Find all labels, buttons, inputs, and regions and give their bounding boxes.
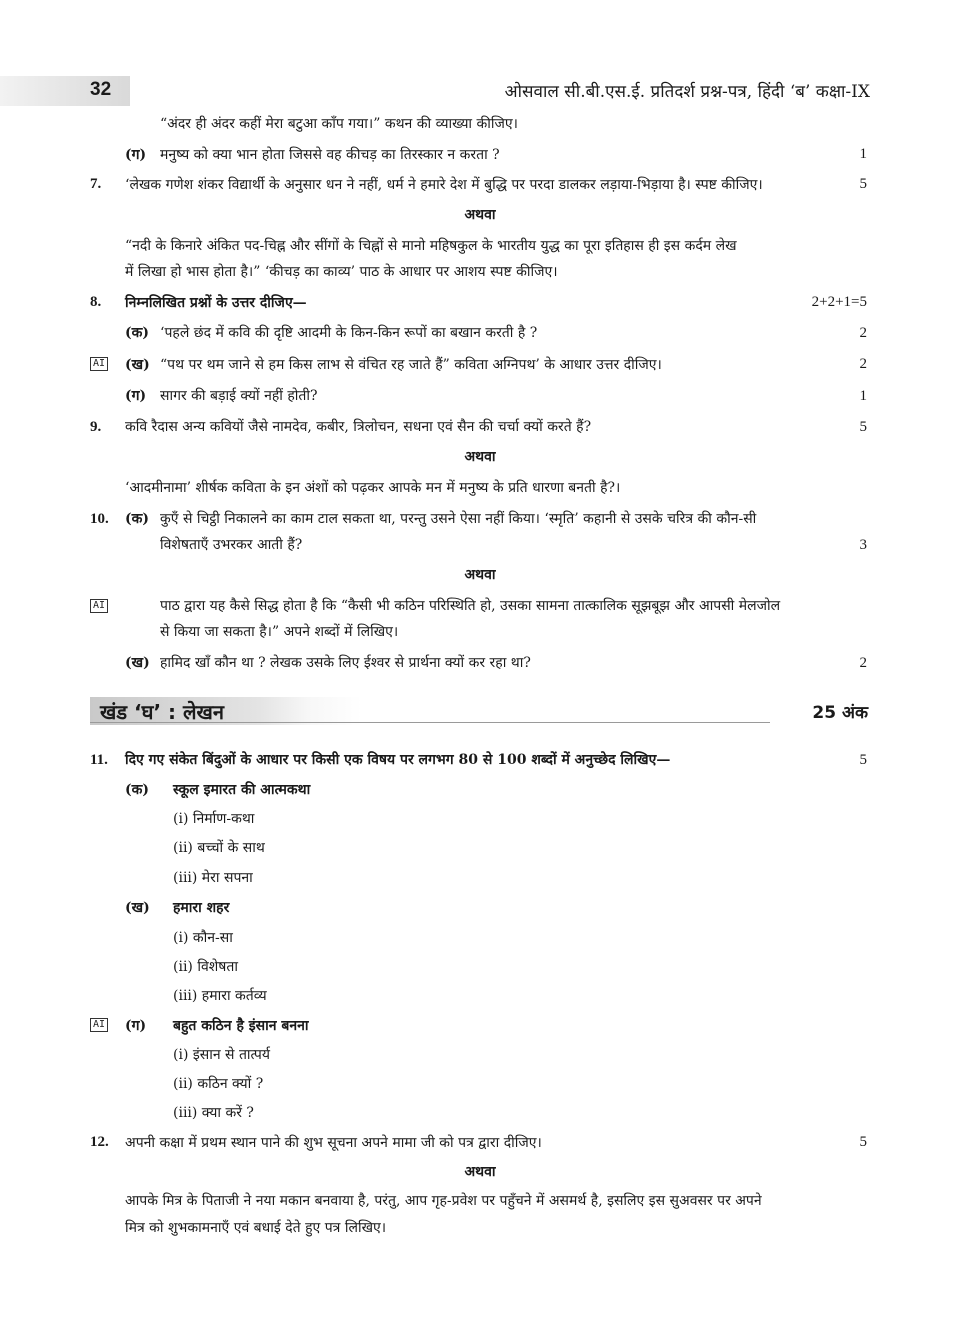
page-number: 32 (90, 79, 112, 100)
q11-part-kha-label: (ख) (125, 900, 150, 916)
q12-or-label: अथवा (464, 1164, 496, 1180)
q11-marks: 5 (859, 752, 867, 768)
ai-badge: AI (90, 599, 108, 613)
q6-part-ga-text: मनुष्य को क्या भान होता जिससे वह कीचड़ का तिरस्कार न करता ? (160, 147, 500, 163)
q7-text: ‘लेखक गणेश शंकर विद्यार्थी के अनुसार धन ने नहीं, धर्म ने हमारे देश में बुद्धि पर परदा डालकर लड़ाया-भिड़ाया है। स्पष्ट कीजिए। (125, 177, 763, 193)
q11-ka-point: (iii) मेरा सपना (173, 870, 253, 886)
q11-kha-point: (ii) विशेषता (173, 959, 238, 975)
q8-part-kha-marks: 2 (859, 356, 867, 372)
q10-part-ka-label: (क) (125, 511, 149, 527)
q10-alt-line-1: पाठ द्वारा यह कैसे सिद्ध होता है कि “कैसी भी कठिन परिस्थिति हो, उसका सामना तात्कालिक सूझबूझ और आपसी मेलजोल (160, 598, 781, 614)
q9-text: कवि रैदास अन्य कवियों जैसे नामदेव, कबीर, त्रिलोचन, सधना एवं सैन की चर्चा क्यों करते हैं? (125, 419, 592, 435)
q11-part-ga-label: (ग) (125, 1018, 147, 1034)
q8-part-kha-text: “पथ पर थम जाने से हम किस लाभ से वंचित रह जाते हैं” कविता अग्निपथ’ के आधार उत्तर दीजिए। (160, 357, 662, 373)
q10-part-ka-line-1: कुएँ से चिट्ठी निकालने का काम टाल सकता था, परन्तु उसने ऐसा नहीं किया। ‘स्मृति’ कहानी से उसके चरित्र की कौन-सी (160, 511, 757, 527)
running-header-title: ओसवाल सी.बी.एस.ई. प्रतिदर्श प्रश्न-पत्र, हिंदी ‘ब’ कक्षा-IX (504, 82, 870, 102)
q6-part-ga-label: (ग) (125, 147, 147, 163)
q9-alt-text: ‘आदमीनामा’ शीर्षक कविता के इन अंशों को पढ़कर आपके मन में मनुष्य के प्रति धारणा बनती है?। (125, 480, 621, 496)
q11-ka-point: (ii) बच्चों के साथ (173, 840, 265, 856)
q7-alt-line-1: “नदी के किनारे अंकित पद-चिह्न और सींगों के चिह्नों से मानो महिषकुल के भारतीय युद्ध का पूरा इतिहास ही इस कर्दम लेख (125, 238, 737, 254)
ai-badge: AI (90, 1018, 108, 1032)
q11-part-kha-title: हमारा शहर (173, 900, 230, 916)
q10-number: 10. (90, 511, 109, 527)
q11-ga-point: (iii) क्या करें ? (173, 1105, 254, 1121)
q12-number: 12. (90, 1134, 109, 1150)
q10-part-ka-marks: 3 (859, 537, 867, 553)
q11-ka-point: (i) निर्माण-कथा (173, 811, 255, 827)
section-marks: 25 अंक (812, 703, 868, 723)
q11-kha-point: (iii) हमारा कर्तव्य (173, 988, 267, 1004)
q11-ga-point: (i) इंसान से तात्पर्य (173, 1047, 270, 1063)
q12-text: अपनी कक्षा में प्रथम स्थान पाने की शुभ सूचना अपने मामा जी को पत्र द्वारा दीजिए। (125, 1135, 542, 1151)
ai-badge: AI (90, 357, 108, 371)
q11-part-ka-label: (क) (125, 782, 149, 798)
q12-alt-line-2: मित्र को शुभकामनाएँ एवं बधाई देते हुए पत्र लिखिए। (125, 1220, 387, 1236)
q10-alt-line-2: से किया जा सकता है।” अपने शब्दों में लिखिए। (160, 624, 399, 640)
q8-part-kha-label: (ख) (125, 357, 150, 373)
q11-part-ga-title: बहुत कठिन है इंसान बनना (173, 1018, 309, 1034)
q7-number: 7. (90, 176, 102, 192)
q9-or-label: अथवा (464, 449, 496, 465)
q8-part-ka-marks: 2 (859, 325, 867, 341)
q11-kha-point: (i) कौन-सा (173, 930, 233, 946)
q8-text: निम्नलिखित प्रश्नों के उत्तर दीजिए— (125, 295, 307, 311)
q10-or-label: अथवा (464, 567, 496, 583)
q8-number: 8. (90, 294, 102, 310)
q10-part-ka-line-2: विशेषताएँ उभरकर आती हैं? (160, 537, 303, 553)
q10-part-kha-label: (ख) (125, 655, 150, 671)
section-title: खंड ‘घ’ : लेखन (100, 700, 224, 724)
q12-marks: 5 (859, 1134, 867, 1150)
q9-number: 9. (90, 419, 102, 435)
q8-marks: 2+2+1=5 (811, 294, 867, 310)
q7-marks: 5 (859, 176, 867, 192)
q11-part-ka-title: स्कूल इमारत की आत्मकथा (173, 782, 311, 798)
q7-or-label: अथवा (464, 207, 496, 223)
q12-alt-line-1: आपके मित्र के पिताजी ने नया मकान बनवाया है, परंतु, आप गृह-प्रवेश पर पहुँचने में असमर्थ है, इसलिए इस सुअवसर पर अपने (125, 1193, 762, 1209)
q7-alt-line-2: में लिखा हो भास होता है।” ‘कीचड़ का काव्य’ पाठ के आधार पर आशय स्पष्ट कीजिए। (125, 264, 558, 280)
q11-number: 11. (90, 752, 108, 768)
q8-part-ka-text: ‘पहले छंद में कवि की दृष्टि आदमी के किन-किन रूपों का बखान करती है ? (160, 325, 538, 341)
q8-part-ga-marks: 1 (859, 388, 867, 404)
q10-part-kha-marks: 2 (859, 655, 867, 671)
q10-part-kha-text: हामिद खाँ कौन था ? लेखक उसके लिए ईश्वर से प्रार्थना क्यों कर रहा था? (160, 655, 531, 671)
q9-marks: 5 (859, 419, 867, 435)
q8-part-ga-text: सागर की बड़ाई क्यों नहीं होती? (160, 388, 318, 404)
q8-part-ga-label: (ग) (125, 388, 147, 404)
q11-text: दिए गए संकेत बिंदुओं के आधार पर किसी एक विषय पर लगभग 80 से 100 शब्दों में अनुच्छेद लिखिए— (125, 752, 671, 768)
q11-ga-point: (ii) कठिन क्यों ? (173, 1076, 264, 1092)
q6-continuation: “अंदर ही अंदर कहीं मेरा बटुआ काँप गया।” कथन की व्याख्या कीजिए। (160, 116, 518, 132)
q8-part-ka-label: (क) (125, 325, 149, 341)
q6-part-ga-marks: 1 (859, 146, 867, 162)
